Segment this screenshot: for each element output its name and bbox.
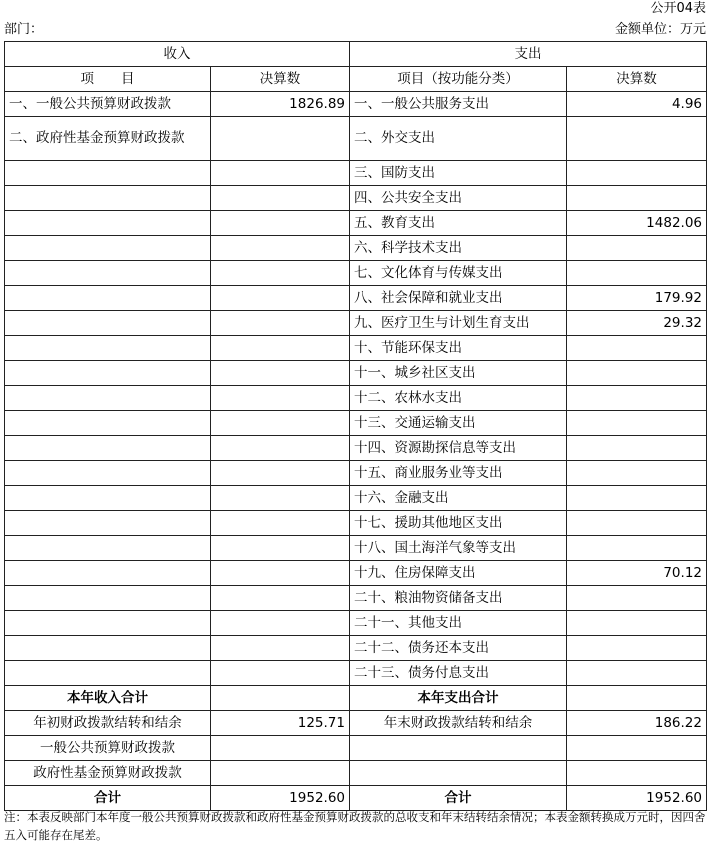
expense-item-cell: 二十二、债务还本支出: [350, 636, 567, 661]
expense-amount-cell: [567, 586, 707, 611]
expense-amount-cell: [567, 486, 707, 511]
income-amount-cell: [211, 461, 350, 486]
income-item-cell: 二、政府性基金预算财政拨款: [5, 117, 211, 161]
expense-item-cell: 五、教育支出: [350, 211, 567, 236]
expense-item-cell: 二、外交支出: [350, 117, 567, 161]
income-item-cell: [5, 236, 211, 261]
income-amount-cell: [211, 361, 350, 386]
expense-item-cell: 九、医疗卫生与计划生育支出: [350, 311, 567, 336]
income-grand-total-label: 合计: [5, 786, 211, 811]
income-item-cell: [5, 161, 211, 186]
carryover-out-label: 年末财政拨款结转和结余: [350, 711, 567, 736]
income-amount-cell: [211, 161, 350, 186]
expense-item-cell: 一、一般公共服务支出: [350, 92, 567, 117]
expense-amount-cell: [567, 236, 707, 261]
table-row: [5, 511, 707, 536]
carryover-in-label: 年初财政拨款结转和结余: [5, 711, 211, 736]
expense-item-cell: 二十三、债务付息支出: [350, 661, 567, 686]
table-row: [5, 386, 707, 411]
income-amount-cell: [211, 336, 350, 361]
expense-item-cell: 十一、城乡社区支出: [350, 361, 567, 386]
table-row: [5, 661, 707, 686]
table-row: [5, 117, 707, 161]
expense-amount-header: 决算数: [567, 67, 707, 92]
income-item-cell: [5, 536, 211, 561]
income-item-cell: [5, 211, 211, 236]
expense-item-cell: 六、科学技术支出: [350, 236, 567, 261]
income-item-cell: [5, 411, 211, 436]
empty-cell: [350, 736, 567, 761]
expense-grand-total-value: 1952.60: [567, 786, 707, 811]
income-amount-cell: [211, 261, 350, 286]
table-row: [5, 611, 707, 636]
income-item-header: 项 目: [5, 67, 211, 92]
income-item-cell: [5, 436, 211, 461]
table-row: [5, 436, 707, 461]
table-row: [5, 411, 707, 436]
table-row: [5, 561, 707, 586]
summary-row: [5, 761, 707, 786]
income-item-cell: [5, 511, 211, 536]
summary-row: [5, 686, 707, 711]
income-item-cell: [5, 611, 211, 636]
carryover-out-value: 186.22: [567, 711, 707, 736]
table-row: [5, 186, 707, 211]
income-amount-cell: 1826.89: [211, 92, 350, 117]
unit-label: 金额单位：万元: [614, 22, 706, 37]
income-amount-cell: [211, 486, 350, 511]
income-item-cell: [5, 311, 211, 336]
table-row: [5, 261, 707, 286]
expense-amount-cell: [567, 386, 707, 411]
summary-row: [5, 711, 707, 736]
expense-item-cell: 十、节能环保支出: [350, 336, 567, 361]
table-row: [5, 586, 707, 611]
income-amount-cell: [211, 411, 350, 436]
fund-budget-value: [211, 761, 350, 786]
income-item-cell: [5, 186, 211, 211]
income-amount-cell: [211, 586, 350, 611]
expense-item-cell: 二十、粮油物资储备支出: [350, 586, 567, 611]
income-amount-cell: [211, 311, 350, 336]
table-row: [5, 161, 707, 186]
expense-amount-cell: [567, 661, 707, 686]
expense-item-cell: 二十一、其他支出: [350, 611, 567, 636]
expense-amount-cell: [567, 436, 707, 461]
expense-amount-cell: [567, 117, 707, 161]
expense-item-cell: 四、公共安全支出: [350, 186, 567, 211]
income-item-cell: [5, 286, 211, 311]
general-budget-label: 一般公共预算财政拨款: [5, 736, 211, 761]
income-item-cell: [5, 636, 211, 661]
section-header-row: [5, 42, 707, 67]
expense-amount-cell: [567, 411, 707, 436]
expense-item-cell: 八、社会保障和就业支出: [350, 286, 567, 311]
income-section-header: 收入: [5, 42, 350, 67]
expense-amount-cell: [567, 361, 707, 386]
general-budget-value: [211, 736, 350, 761]
income-total-label: 本年收入合计: [5, 686, 211, 711]
income-amount-cell: [211, 211, 350, 236]
table-row: [5, 211, 707, 236]
expense-item-cell: 十九、住房保障支出: [350, 561, 567, 586]
income-item-cell: [5, 586, 211, 611]
expense-item-cell: 十六、金融支出: [350, 486, 567, 511]
income-amount-cell: [211, 511, 350, 536]
summary-row: [5, 786, 707, 811]
column-header-row: [5, 67, 707, 92]
income-item-cell: [5, 361, 211, 386]
expense-amount-cell: [567, 536, 707, 561]
table-row: [5, 336, 707, 361]
income-item-cell: [5, 561, 211, 586]
income-amount-cell: [211, 611, 350, 636]
expense-total-value: [567, 686, 707, 711]
income-amount-header: 决算数: [211, 67, 350, 92]
carryover-in-value: 125.71: [211, 711, 350, 736]
income-item-cell: [5, 386, 211, 411]
expense-item-cell: 十八、国土海洋气象等支出: [350, 536, 567, 561]
expense-amount-cell: [567, 161, 707, 186]
expense-amount-cell: 4.96: [567, 92, 707, 117]
income-item-cell: [5, 261, 211, 286]
table-row: [5, 461, 707, 486]
empty-cell: [567, 761, 707, 786]
department-label: 部门：: [4, 22, 44, 37]
income-item-cell: [5, 461, 211, 486]
income-amount-cell: [211, 536, 350, 561]
expense-item-cell: 十七、援助其他地区支出: [350, 511, 567, 536]
income-item-cell: [5, 661, 211, 686]
expense-grand-total-label: 合计: [350, 786, 567, 811]
fund-budget-label: 政府性基金预算财政拨款: [5, 761, 211, 786]
form-code: 公开04表: [650, 1, 706, 16]
income-grand-total-value: 1952.60: [211, 786, 350, 811]
empty-cell: [567, 736, 707, 761]
income-item-cell: 一、一般公共预算财政拨款: [5, 92, 211, 117]
table-row: [5, 536, 707, 561]
expense-amount-cell: [567, 336, 707, 361]
income-amount-cell: [211, 636, 350, 661]
income-amount-cell: [211, 661, 350, 686]
income-amount-cell: [211, 386, 350, 411]
expense-amount-cell: [567, 611, 707, 636]
income-item-cell: [5, 336, 211, 361]
empty-cell: [350, 761, 567, 786]
expense-section-header: 支出: [350, 42, 707, 67]
expense-item-cell: 十五、商业服务业等支出: [350, 461, 567, 486]
table-row: [5, 286, 707, 311]
income-amount-cell: [211, 436, 350, 461]
table-row: [5, 311, 707, 336]
expense-amount-cell: [567, 186, 707, 211]
expense-item-cell: 三、国防支出: [350, 161, 567, 186]
expense-amount-cell: [567, 261, 707, 286]
expense-item-cell: 十三、交通运输支出: [350, 411, 567, 436]
income-amount-cell: [211, 286, 350, 311]
table-row: [5, 486, 707, 511]
expense-item-cell: 七、文化体育与传媒支出: [350, 261, 567, 286]
expense-amount-cell: 29.32: [567, 311, 707, 336]
expense-amount-cell: 70.12: [567, 561, 707, 586]
table-row: [5, 236, 707, 261]
expense-amount-cell: [567, 636, 707, 661]
expense-amount-cell: [567, 511, 707, 536]
income-amount-cell: [211, 186, 350, 211]
expense-amount-cell: 1482.06: [567, 211, 707, 236]
expense-amount-cell: [567, 461, 707, 486]
income-item-cell: [5, 486, 211, 511]
income-amount-cell: [211, 561, 350, 586]
summary-row: [5, 736, 707, 761]
table-row: [5, 361, 707, 386]
income-total-value: [211, 686, 350, 711]
income-amount-cell: [211, 117, 350, 161]
expense-total-label: 本年支出合计: [350, 686, 567, 711]
expense-amount-cell: 179.92: [567, 286, 707, 311]
footnote: 注：本表反映部门本年度一般公共预算财政拨款和政府性基金预算财政拨款的总收支和年末结转结余情况；本表金额转换成万元时，因四舍五入可能存在尾差。: [4, 810, 706, 842]
expense-item-header: 项目（按功能分类）: [350, 67, 567, 92]
table-row: [5, 636, 707, 661]
expense-item-cell: 十二、农林水支出: [350, 386, 567, 411]
table-row: [5, 92, 707, 117]
fiscal-appropriation-table: [4, 41, 707, 811]
expense-item-cell: 十四、资源勘探信息等支出: [350, 436, 567, 461]
income-amount-cell: [211, 236, 350, 261]
